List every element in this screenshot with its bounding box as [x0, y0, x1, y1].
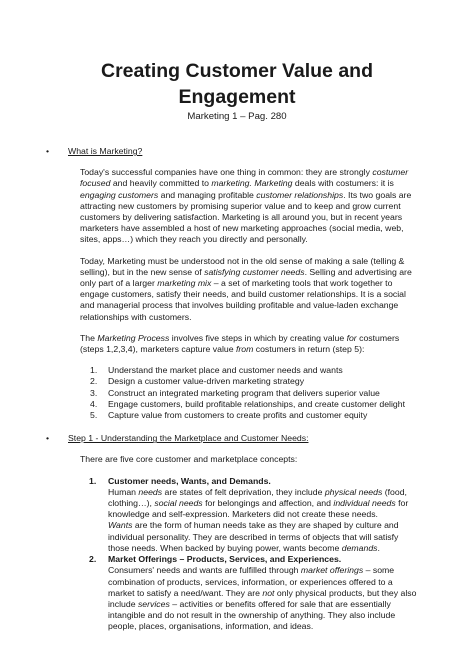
section-heading-what-is-marketing: • What is Marketing?	[46, 146, 143, 156]
concept-market-offerings: 2. Market Offerings – Products, Services, and Experiences. Consumers' needs and wants are fulfilled through market offerings – some combination of products, services, information, or experiences offered to a market to satisfy a need/want. They are not only physical products, but they also include services – activities or benefits offered for sale that are essentially intangible and do not result in the ownership of anything. They also include people, places, organisations, information, and ideas.	[89, 554, 417, 632]
list-item: 4. Engage customers, build profitable relationships, and create customer delight	[90, 398, 405, 409]
document-title	[0, 58, 474, 110]
title-line-1: Creating Customer Value and	[101, 60, 373, 82]
paragraph-today: Today, Marketing must be understood not in the old sense of making a sale (telling & selling), but in the new sense of satisfying customer needs. Selling and advertising are only part of a larger marketing mix – a set of marketing tools that work together to engage customers, satisfy their needs, and build customer relationships. It is a social and managerial process that involves building profitable and value-laden exchange relationships with customers.	[80, 255, 412, 322]
document-subtitle: Marketing 1 – Pag. 280	[187, 111, 287, 122]
concept-needs-wants-demands: 1. Customer needs, Wants, and Demands. Human needs are states of felt deprivation, they include physical needs (food, clothing…), social needs for belongings and affection, and individual needs for knowledge and self-expression. Marketers did not create these needs. Wants are the form of human needs take as they are shaped by culture and individual personality. They are described in terms of objects that will satisfy those needs. When backed by buying power, wants become demands.	[80, 476, 418, 554]
title-line-2: Engagement	[178, 86, 296, 108]
section-2-body	[60, 454, 418, 632]
concept-paragraph: Human needs are states of felt deprivation, they include physical needs (food, clothing…), social needs for belongings and affection, and individual needs for knowledge and self-expression. Marketers did not create these needs.	[108, 486, 409, 520]
list-item: 3. Construct an integrated marketing program that delivers superior value	[90, 387, 380, 398]
section-1-body	[60, 167, 418, 421]
concept-paragraph: Consumers' needs and wants are fulfilled through market offerings – some combination of products, services, information, or experiences offered to a market to satisfy a need/want. They are not only physical products, but they also include services – activities or benefits offered for sale that are essentially intangible and do not result in the ownership of anything. They also include people, places, organisations, information, and ideas.	[108, 565, 417, 632]
section-heading-step-1: • Step 1 - Understanding the Marketplace and Customer Needs:	[46, 433, 309, 444]
paragraph-core-concepts-intro: There are five core customer and marketplace concepts:	[80, 454, 298, 465]
list-item: 5. Capture value from customers to create profits and customer equity	[90, 410, 368, 421]
concept-paragraph: Wants are the form of human needs take as they are shaped by culture and individual personality. They are described in terms of objects that will satisfy those needs. When backed by buying power, wants become demands.	[108, 520, 399, 553]
paragraph-marketing-process: The Marketing Process involves five steps in which by creating value for costumers (steps 1,2,3,4), marketers capture value from costumers in return (step 5):	[80, 332, 400, 355]
marketing-steps-list	[80, 365, 418, 421]
list-item: 1. Understand the market place and customer needs and wants	[90, 365, 343, 376]
document-body	[46, 146, 418, 633]
bullet-icon: •	[46, 433, 50, 444]
concept-title: Market Offerings – Products, Services, and Experiences.	[108, 554, 342, 565]
concept-title: Customer needs, Wants, and Demands.	[108, 475, 271, 486]
paragraph-intro: Today's successful companies have one thing in common: they are strongly costumer focused and heavily committed to marketing. Marketing deals with costumers: it is engaging customers and managing profitable customer relationships. Its two goals are attracting new customers by promising superior value and to keep and grow current customers by delivering satisfaction. Marketing is all around you, but in recent years marketers have assembled a host of new marketing approaches (social media, web, sites, apps…) which they reach you directly and personally.	[80, 167, 412, 245]
list-item: 2. Design a customer value-driven marketing strategy	[90, 376, 305, 387]
bullet-icon: •	[46, 146, 50, 156]
